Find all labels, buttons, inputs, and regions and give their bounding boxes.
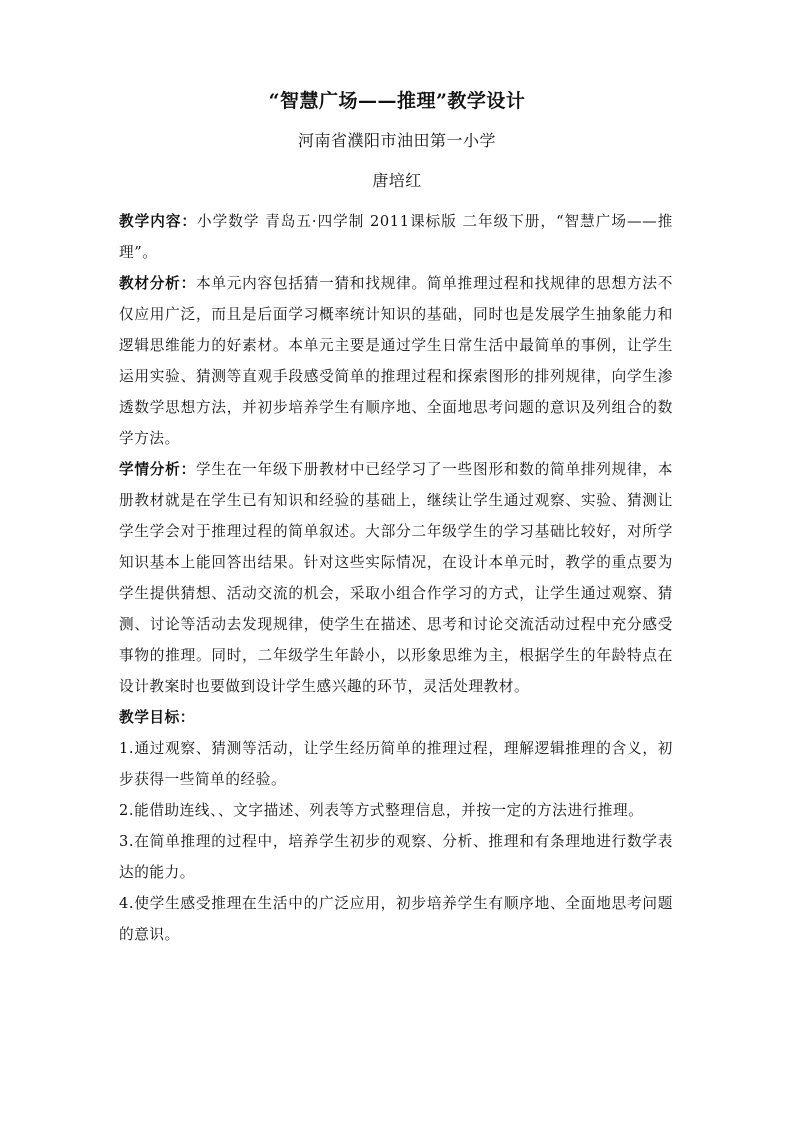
teaching-content-label: 教学内容：	[119, 213, 198, 230]
material-analysis-label: 教材分析：	[119, 275, 196, 292]
goal-item-3: 3.在简单推理的过程中，培养学生初步的观察、分析、推理和有条理地进行数学表达的能力。	[119, 833, 673, 881]
goal-item-4: 4.使学生感受推理在生活中的广泛应用，初步培养学生有顺序地、全面地思考问题的意识。	[119, 895, 673, 943]
section-material-analysis	[119, 268, 673, 454]
material-analysis-text: 本单元内容包括猜一猜和找规律。简单推理过程和找规律的思想方法不仅应用广泛，而且是后面学习概率统计知识的基础，同时也是发展学生抽象能力和逻辑思维能力的好素材。本单元主要是通过学生日常生活中最简单的事例，让学生运用实验、猜测等直观手段感受简单的推理过程和探索图形的排列规律，向学生渗透数学思想方法，并初步培养学生有顺序地、全面地思考问题的意识及列组合的数学方法。	[119, 275, 673, 447]
goal-item-1: 1.通过观察、猜测等活动，让学生经历简单的推理过程，理解逻辑推理的含义，初步获得一些简单的经验。	[119, 740, 673, 788]
document-body	[119, 206, 673, 950]
goal-item-2: 2.能借助连线、、文字描述、列表等方式整理信息，并按一定的方法进行推理。	[119, 802, 644, 819]
school-name: 河南省濮阳市油田第一小学	[297, 131, 496, 150]
author-name: 唐培红	[372, 171, 422, 190]
student-analysis-text: 学生在一年级下册教材中已经学习了一些图形和数的简单排列规律，本册教材就是在学生已有知识和经验的基础上，继续让学生通过观察、实验、猜测让学生学会对于推理过程的简单叙述。大部分二年级学生的学习基础比较好，对所学知识基本上能回答出结果。针对这些实际情况，在设计本单元时，教学的重点要为学生提供猜想、活动交流的机会，采取小组合作学习的方式，让学生通过观察、猜测、讨论等活动去发现规律，使学生在描述、思考和讨论交流活动过程中充分感受事物的推理。同时，二年级学生年龄小，以形象思维为主，根据学生的年龄特点在设计教案时也要做到设计学生感兴趣的环节，灵活处理教材。	[119, 461, 673, 695]
teaching-goals-heading: 教学目标：	[119, 709, 195, 726]
section-student-analysis	[119, 454, 673, 702]
teaching-content-text: 小学数学 青岛五·四学制 2011课标版 二年级下册，“智慧广场——推理”。	[119, 213, 673, 261]
document-title: “智慧广场——推理”教学设计	[268, 90, 526, 112]
section-teaching-content	[119, 206, 673, 268]
student-analysis-label: 学情分析：	[119, 461, 196, 478]
